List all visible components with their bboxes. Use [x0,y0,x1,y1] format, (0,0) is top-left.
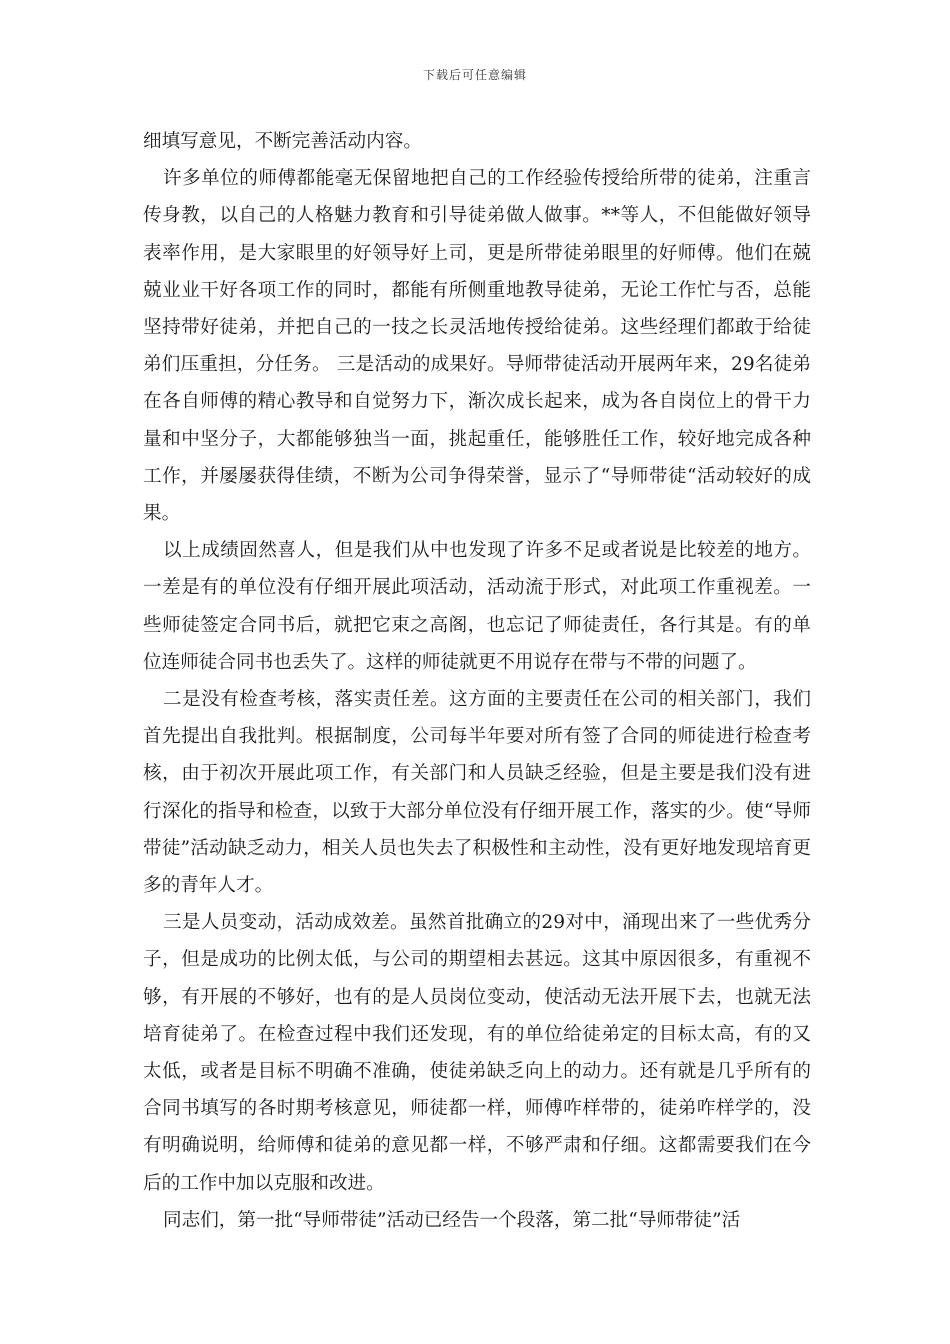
paragraph-closing: 同志们，第一批“导师带徒”活动已经告一个段落，第二批“导师带徒”活 [163,1209,741,1231]
paragraph-personnel-change: 三是人员变动，活动成效差。虽然首批确立的29对中，涌现出来了一些优秀分子，但是成功的比例太低，与公司的期望相去甚远。这其中原因很多，有重视不够，有开展的不够好，也有的是人员岗位变动，使活动无法开展下去，也就无法培育徒弟了。在检查过程中我们还发现，有的单位给徒弟定的目标太高，有的又太低，或者是目标不明确不准确，使徒弟缺乏向上的动力。还有就是几乎所有的合同书填写的各时期考核意见，师徒都一样，师傅咋样带的，徒弟咋样学的，没有明确说明，给师傅和徒弟的意见都一样，不够严肃和仔细。这都需要我们在今后的工作中加以克服和改进。 [143,912,811,1194]
paragraph-no-inspection: 二是没有检查考核，落实责任差。这方面的主要责任在公司的相关部门，我们首先提出自我批判。根据制度，公司每半年要对所有签了合同的师徒进行检查考核，由于初次开展此项工作，有关部门和人员缺乏经验，但是主要是我们没有进行深化的指导和检查，以致于大部分单位没有仔细开展工作，落实的少。使“导师带徒”活动缺乏动力，相关人员也失去了积极性和主动性，没有更好地发现培育更多的青年人才。 [143,689,811,897]
page-header: 下载后可任意编辑 [422,68,527,82]
document-body [143,123,811,1239]
paragraph-shortcomings: 以上成绩固然喜人，但是我们从中也发现了许多不足或者说是比较差的地方。一差是有的单位没有仔细开展此项活动，活动流于形式，对此项工作重视差。一些师徒签定合同书后，就把它束之高阁，也忘记了师徒责任，各行其是。有的单位连师徒合同书也丢失了。这样的师徒就更不用说存在带与不带的问题了。 [143,540,811,673]
paragraph-continuation: 细填写意见，不断完善活动内容。 [143,131,422,152]
paragraph-mentor-praise: 许多单位的师傅都能毫无保留地把自己的工作经验传授给所带的徒弟，注重言传身教，以自己的人格魅力教育和引导徒弟做人做事。**等人，不但能做好领导表率作用，是大家眼里的好领导好上司，更是所带徒弟眼里的好师傅。他们在兢兢业业干好各项工作的同时，都能有所侧重地教导徒弟，无论工作忙与否，总能坚持带好徒弟，并把自己的一技之长灵活地传授给徒弟。这些经理们都敢于给徒弟们压重担，分任务。 三是活动的成果好。导师带徒活动开展两年来，29名徒弟在各自师傅的精心教导和自觉努力下，渐次成长起来，成为各自岗位上的骨干力量和中坚分子，大都能够独当一面，挑起重任，能够胜任工作，较好地完成各种工作，并屡屡获得佳绩，不断为公司争得荣誉，显示了“导师带徒“活动较好的成果。 [143,168,811,525]
